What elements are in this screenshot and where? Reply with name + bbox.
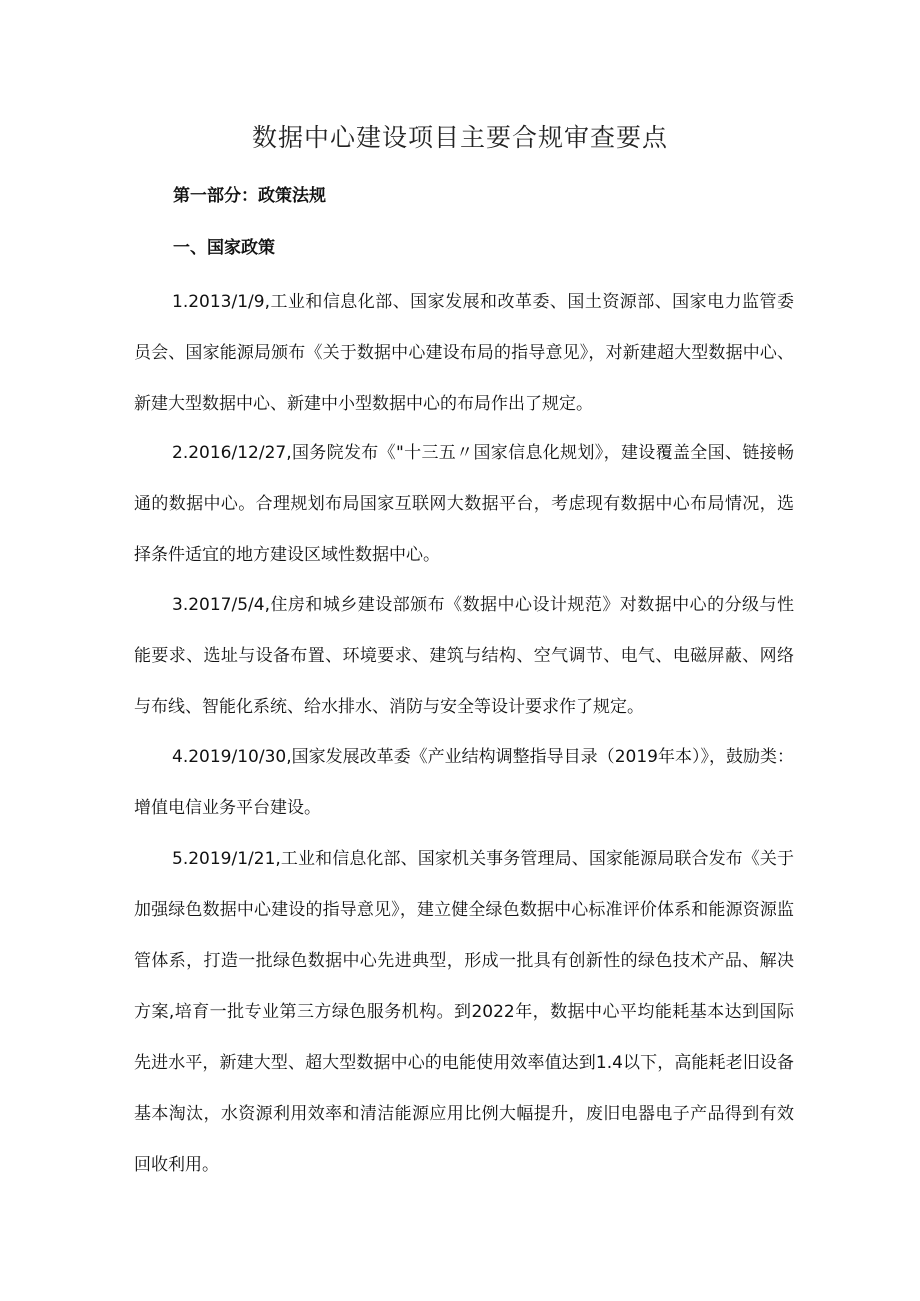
policy-paragraph-5: 5.2019/1/21,工业和信息化部、国家机关事务管理局、国家能源局联合发布《关于加强绿色数据中心建设的指导意见》，建立健全绿色数据中心标准评价体系和能源资源监管体系，打造一批绿色数据中心先进典型，形成一批具有创新性的绿色技术产品、解决方案,培育一批专业第三方绿色服务机构。到2022年，数据中心平均能耗基本达到国际先进水平，新建大型、超大型数据中心的电能使用效率值达到1.4以下，高能耗老旧设备基本淘汰，水资源利用效率和清洁能源应用比例大幅提升，废旧电器电子产品得到有效回收利用。 [134, 849, 794, 1175]
section-heading: 一、国家政策 [173, 238, 275, 258]
policy-paragraph-2: 2.2016/12/27,国务院发布《"十三五〃国家信息化规划》，建设覆盖全国、链接畅通的数据中心。合理规划布局国家互联网大数据平台，考虑现有数据中心布局情况，选择条件适宜的地方建设区域性数据中心。 [134, 443, 794, 565]
policy-paragraph-3: 3.2017/5/4,住房和城乡建设部颁布《数据中心设计规范》对数据中心的分级与性能要求、选址与设备布置、环境要求、建筑与结构、空气调节、电气、电磁屏蔽、网络与布线、智能化系统、给水排水、消防与安全等设计要求作了规定。 [134, 595, 794, 717]
policy-paragraph-4: 4.2019/10/30,国家发展改革委《产业结构调整指导目录（2019年本）》，鼓励类：增值电信业务平台建设。 [134, 747, 794, 818]
part-heading: 第一部分：政策法规 [173, 186, 326, 206]
policy-paragraph-1: 1.2013/1/9,工业和信息化部、国家发展和改革委、国土资源部、国家电力监管委员会、国家能源局颁布《关于数据中心建设布局的指导意见》，对新建超大型数据中心、新建大型数据中心、新建中小型数据中心的布局作出了规定。 [134, 292, 794, 414]
document-title: 数据中心建设项目主要合规审查要点 [251, 123, 668, 152]
